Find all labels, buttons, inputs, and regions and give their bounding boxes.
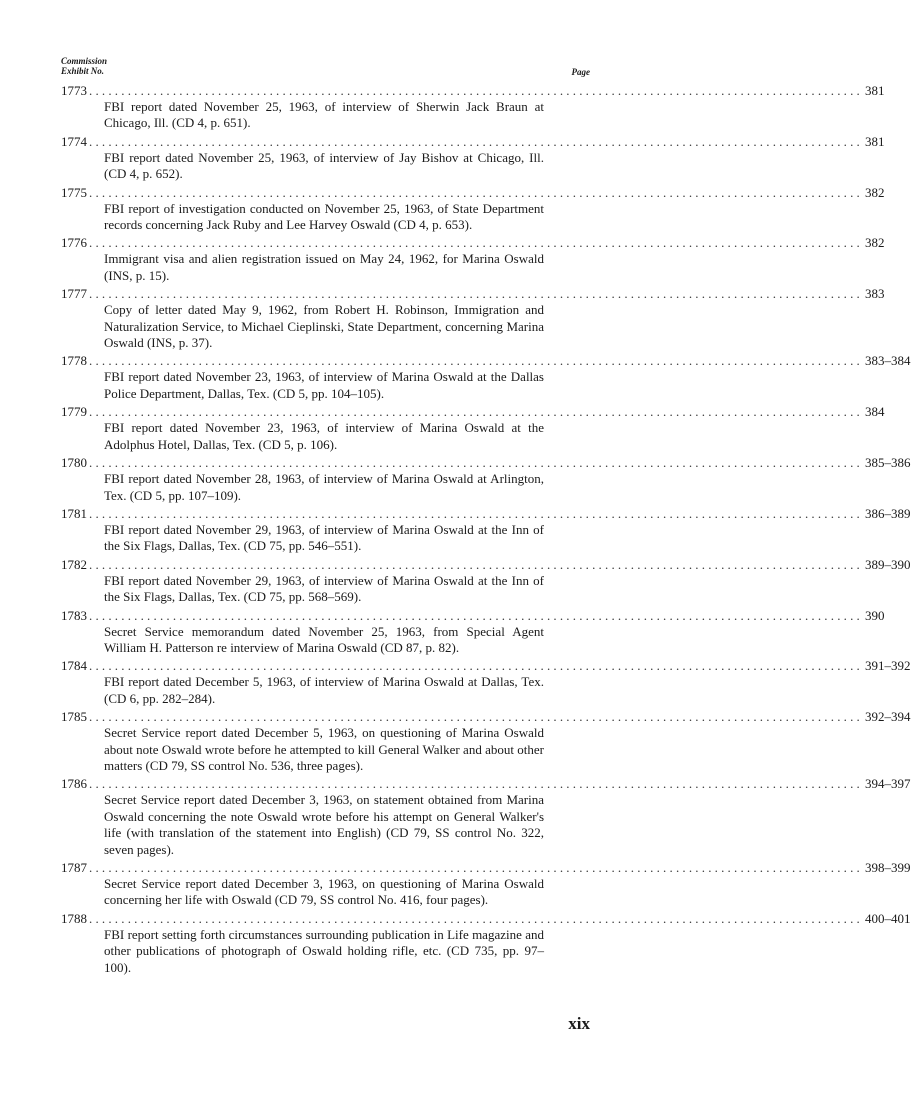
exhibit-number: 1783 bbox=[61, 607, 87, 623]
exhibit-number: 1775 bbox=[61, 184, 87, 200]
dot-leader: ........................................................................................................................ bbox=[89, 353, 863, 369]
page-reference: 381 bbox=[865, 83, 885, 98]
exhibit-entry bbox=[61, 352, 911, 402]
dot-leader: ........................................................................................................................ bbox=[89, 910, 863, 926]
page-reference: 400–401 bbox=[865, 910, 911, 926]
entry-leader-line bbox=[61, 859, 911, 876]
exhibit-description: FBI report dated November 23, 1963, of interview of Marina Oswald at the Dallas Police Department, Dallas, Tex. (CD 5, pp. 104–105). bbox=[104, 369, 544, 401]
exhibit-number: 1786 bbox=[61, 776, 87, 792]
exhibit-description: FBI report dated November 29, 1963, of interview of Marina Oswald at the Inn of the Six Flags, Dallas, Tex. (CD 75, pp. 568–569). bbox=[104, 572, 544, 605]
commission-exhibit-heading bbox=[61, 56, 107, 76]
page-reference: 385–386 bbox=[865, 455, 911, 471]
dot-leader: ........................................................................................................................ bbox=[89, 184, 863, 200]
page-reference: 382 bbox=[865, 184, 885, 200]
entry-leader-line bbox=[61, 505, 911, 522]
exhibit-number: 1779 bbox=[61, 404, 87, 420]
dot-leader: ........................................................................................................................ bbox=[89, 133, 863, 149]
dot-leader: ........................................................................................................................ bbox=[89, 235, 863, 251]
entry-leader-line bbox=[61, 133, 885, 150]
exhibit-entry bbox=[61, 285, 885, 351]
page-reference: 384 bbox=[865, 404, 885, 420]
page-reference: 390 bbox=[865, 607, 885, 623]
dot-leader: ........................................................................................................................ bbox=[89, 505, 863, 521]
exhibit-description: Secret Service report dated December 5, 1963, on questioning of Marina Oswald about note Oswald wrote before he attempted to kill General Walker and about other matters (CD 79, SS control No. 536, three pages). bbox=[104, 725, 544, 773]
dot-leader: ........................................................................................................................ bbox=[89, 83, 863, 98]
exhibit-entry bbox=[61, 184, 885, 234]
exhibit-number: 1773 bbox=[61, 83, 87, 98]
exhibit-entry bbox=[61, 234, 885, 284]
entry-leader-line bbox=[61, 657, 911, 674]
entry-leader-line bbox=[61, 775, 911, 792]
exhibit-number: 1778 bbox=[61, 353, 87, 369]
exhibit-description: Immigrant visa and alien registration issued on May 24, 1962, for Marina Oswald (INS, p. 15). bbox=[104, 251, 544, 283]
entry-leader-line bbox=[61, 556, 911, 573]
page-reference: 389–390 bbox=[865, 556, 911, 572]
page-heading: Page bbox=[571, 67, 590, 77]
dot-leader: ........................................................................................................................ bbox=[89, 709, 863, 725]
exhibit-number: 1781 bbox=[61, 505, 87, 521]
exhibit-number: 1785 bbox=[61, 709, 87, 725]
exhibit-entry bbox=[61, 505, 911, 555]
exhibit-number: 1780 bbox=[61, 455, 87, 471]
exhibit-description: FBI report dated November 23, 1963, of interview of Marina Oswald at the Adolphus Hotel, Dallas, Tex. (CD 5, p. 106). bbox=[104, 420, 544, 452]
entry-leader-line bbox=[61, 708, 911, 725]
exhibit-number: 1776 bbox=[61, 235, 87, 251]
dot-leader: ........................................................................................................................ bbox=[89, 658, 863, 674]
page-reference: 391–392 bbox=[865, 658, 911, 674]
column-header bbox=[61, 56, 590, 82]
dot-leader: ........................................................................................................................ bbox=[89, 556, 863, 572]
entry-leader-line bbox=[61, 234, 885, 251]
exhibit-entry bbox=[61, 607, 885, 657]
exhibit-entry bbox=[61, 910, 911, 976]
exhibit-number: 1788 bbox=[61, 910, 87, 926]
page-reference: 382 bbox=[865, 235, 885, 251]
exhibit-description: FBI report of investigation conducted on November 25, 1963, of State Department records concerning Jack Ruby and Lee Harvey Oswald (CD 4, p. 653). bbox=[104, 200, 544, 233]
exhibit-description: Secret Service report dated December 3, 1963, on statement obtained from Marina Oswald concerning the note Oswald wrote before his attempt on General Walker's life (with translation of the statement into English) (CD 79, SS control No. 322, seven pages). bbox=[104, 792, 544, 857]
exhibit-entry bbox=[61, 708, 911, 774]
page-reference: 398–399 bbox=[865, 860, 911, 875]
exhibit-entry bbox=[61, 403, 885, 453]
exhibit-description: FBI report setting forth circumstances surrounding publication in Life magazine and other publications of photograph of Oswald holding rifle, etc. (CD 735, pp. 97–100). bbox=[104, 926, 544, 975]
dot-leader: ........................................................................................................................ bbox=[89, 860, 863, 875]
exhibit-description: FBI report dated December 5, 1963, of interview of Marina Oswald at Dallas, Tex. (CD 6, pp. 282–284). bbox=[104, 674, 544, 706]
entry-leader-line bbox=[61, 82, 885, 99]
page-reference: 381 bbox=[865, 133, 885, 149]
dot-leader: ........................................................................................................................ bbox=[89, 404, 863, 420]
exhibit-number: 1782 bbox=[61, 556, 87, 572]
heading-line-2: Exhibit No. bbox=[61, 66, 105, 76]
exhibit-number: 1784 bbox=[61, 658, 87, 674]
exhibit-description: Secret Service memorandum dated November 25, 1963, from Special Agent William H. Patterson re interview of Marina Oswald (CD 87, p. 82). bbox=[104, 623, 544, 655]
exhibit-description: FBI report dated November 25, 1963, of interview of Sherwin Jack Braun at Chicago, Ill. (CD 4, p. 651). bbox=[104, 99, 544, 131]
entry-leader-line bbox=[61, 454, 911, 471]
entry-leader-line bbox=[61, 352, 911, 369]
heading-line-1: Commission bbox=[61, 56, 108, 66]
exhibit-list-page bbox=[61, 56, 911, 977]
exhibit-description: Secret Service report dated December 3, 1963, on questioning of Marina Oswald concerning her life with Oswald (CD 79, SS control No. 416, four pages). bbox=[104, 876, 544, 908]
page-reference: 386–389 bbox=[865, 505, 911, 521]
exhibit-description: Copy of letter dated May 9, 1962, from Robert H. Robinson, Immigration and Naturalization Service, to Michael Cieplinski, State Department, concerning Marina Oswald (INS, p. 37). bbox=[104, 302, 544, 351]
exhibit-description: FBI report dated November 28, 1963, of interview of Marina Oswald at Arlington, Tex. (CD 5, pp. 107–109). bbox=[104, 471, 544, 503]
exhibit-entry bbox=[61, 133, 885, 183]
entry-leader-line bbox=[61, 403, 885, 420]
folio-number: xix bbox=[568, 1014, 590, 1033]
exhibit-number: 1777 bbox=[61, 286, 87, 302]
exhibit-entry bbox=[61, 775, 911, 858]
exhibit-entry bbox=[61, 82, 885, 132]
dot-leader: ........................................................................................................................ bbox=[89, 455, 863, 471]
exhibit-entry bbox=[61, 454, 911, 504]
dot-leader: ........................................................................................................................ bbox=[89, 607, 863, 623]
exhibit-description: FBI report dated November 25, 1963, of interview of Jay Bishov at Chicago, Ill. (CD 4, p. 652). bbox=[104, 149, 544, 182]
entry-leader-line bbox=[61, 607, 885, 624]
dot-leader: ........................................................................................................................ bbox=[89, 776, 863, 792]
exhibit-entry bbox=[61, 859, 911, 909]
page-reference: 392–394 bbox=[865, 709, 911, 725]
exhibit-number: 1774 bbox=[61, 133, 87, 149]
entry-leader-line bbox=[61, 285, 885, 302]
page-reference: 383–384 bbox=[865, 353, 911, 369]
exhibit-number: 1787 bbox=[61, 860, 87, 875]
exhibit-entry bbox=[61, 657, 911, 707]
page-reference: 383 bbox=[865, 286, 885, 302]
entry-leader-line bbox=[61, 910, 911, 927]
exhibit-entry bbox=[61, 556, 911, 606]
entry-leader-line bbox=[61, 184, 885, 201]
exhibit-description: FBI report dated November 29, 1963, of interview of Marina Oswald at the Inn of the Six Flags, Dallas, Tex. (CD 75, pp. 546–551). bbox=[104, 521, 544, 554]
dot-leader: ........................................................................................................................ bbox=[89, 286, 863, 302]
page-reference: 394–397 bbox=[865, 776, 911, 792]
exhibit-entries bbox=[61, 82, 911, 976]
